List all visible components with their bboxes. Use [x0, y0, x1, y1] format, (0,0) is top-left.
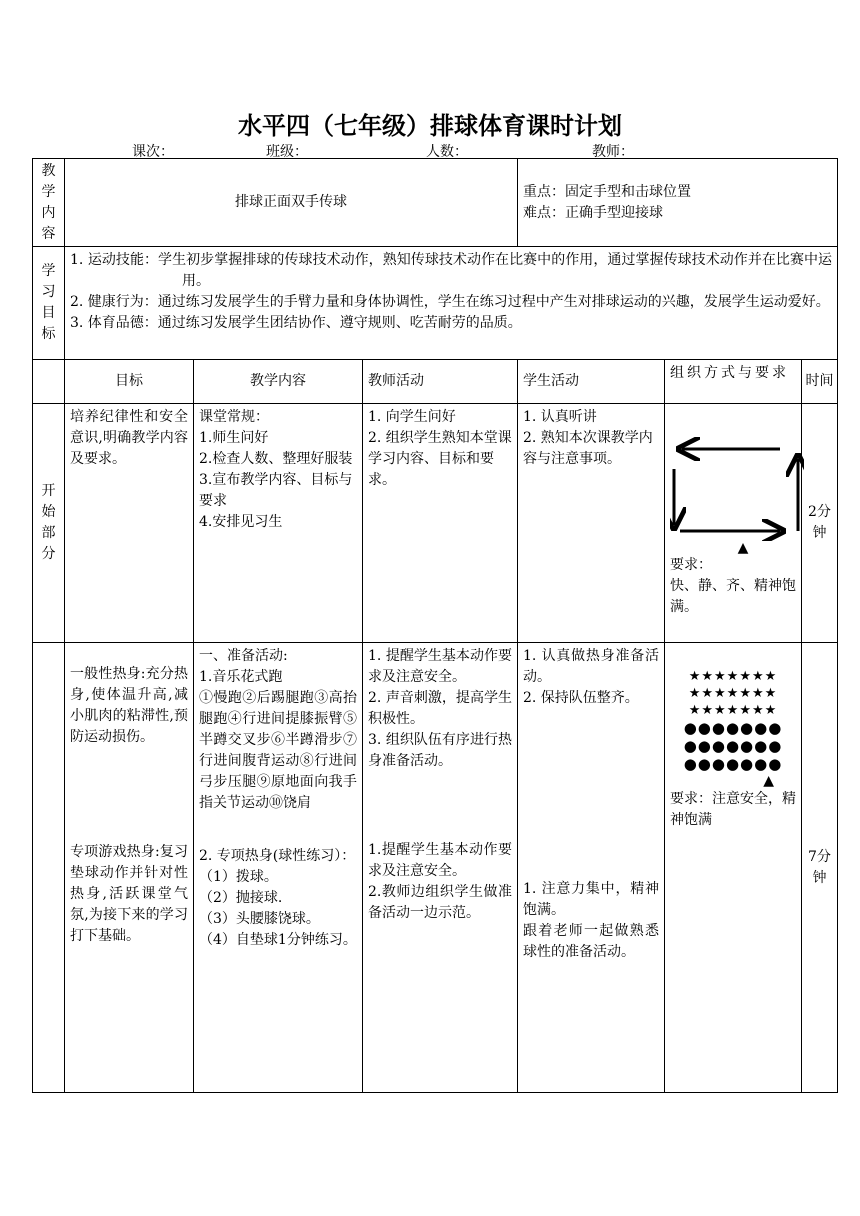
header-target: 目标	[65, 360, 194, 404]
warmup-target-special: 专项游戏热身:复习垫球动作并针对性热身,活跃课堂气氛,为接下来的学习打下基础。	[70, 844, 188, 944]
goal-item: 3. 体育品德：通过练习发展学生团结协作、遵守规则、吃苦耐劳的品质。	[70, 315, 522, 331]
warmup-student-line: 1. 认真做热身准备活动。	[523, 648, 659, 685]
content-points	[518, 159, 838, 247]
warmup-time	[802, 643, 838, 1093]
start-content	[194, 404, 363, 643]
start-teacher-line: 2. 组织学生熟知本堂课学习内容、目标和要求。	[368, 430, 512, 488]
warmup-student-line: 1. 注意力集中，精神饱满。	[523, 881, 659, 918]
warmup-content-line: （4）自垫球1分钟练习。	[199, 932, 357, 948]
teacher-marker-icon: ▲	[737, 540, 749, 556]
warmup-label	[33, 643, 65, 1093]
warmup-teacher-line: 3. 组织队伍有序进行热身准备活动。	[368, 732, 512, 769]
start-label-char: 始	[41, 504, 56, 520]
header-time: 时间	[802, 360, 838, 404]
goals-list	[65, 247, 838, 360]
goal-item: 1. 运动技能：学生初步掌握排球的传球技术动作，熟知传球技术动作在比赛中的作用，通过掌握传球技术动作并在比赛中运用。	[70, 252, 833, 289]
warmup-content-line: 2. 专项热身(球性练习）：	[199, 848, 356, 864]
lesson-plan-table	[32, 158, 838, 1093]
start-target: 培养纪律性和安全意识,明确教学内容及要求。	[65, 404, 194, 643]
start-req-text: 快、静、齐、精神饱满。	[670, 578, 796, 615]
content-label	[33, 159, 65, 247]
warmup-student-line: 跟着老师一起做熟悉球性的准备活动。	[523, 923, 659, 960]
start-label-char: 分	[41, 546, 56, 562]
warmup-teacher-line: 1. 提醒学生基本动作要求及注意安全。	[368, 648, 512, 685]
start-time-char: 2	[808, 504, 817, 520]
warmup-student-line: 2. 保持队伍整齐。	[523, 690, 639, 706]
page-title: 水平四（七年级）排球体育课时计划	[238, 112, 622, 140]
goals-label-char: 学	[41, 263, 56, 279]
meta-teacher: 教师：	[592, 144, 634, 160]
start-teacher-line: 1. 向学生问好	[368, 409, 456, 425]
start-content-line: 1.师生问好	[199, 430, 269, 446]
warmup-row	[33, 643, 838, 1093]
warmup-req-text: 要求：注意安全，精神饱满	[670, 791, 796, 828]
formation-dot-row: ●●●●●●●	[683, 755, 783, 773]
start-time	[802, 404, 838, 643]
formation-star-row: ★★★★★★★	[688, 686, 778, 701]
warmup-teacher-line: 2.教师边组织学生做准备活动一边示范。	[368, 884, 512, 921]
key-point: 重点：固定手型和击球位置	[523, 183, 691, 200]
teacher-marker-icon: ▲	[763, 773, 774, 789]
meta-class: 班级：	[266, 144, 308, 160]
header-blank	[33, 360, 65, 404]
start-content-line: 3.宣布教学内容、目标与要求	[199, 472, 353, 509]
content-row	[33, 159, 838, 247]
warmup-teacher-line: 1.提醒学生基本动作要求及注意安全。	[368, 842, 512, 879]
goals-label	[33, 247, 65, 360]
warmup-target-general: 一般性热身:充分热身,使体温升高,减小肌肉的粘滞性,预防运动损伤。	[70, 666, 188, 745]
running-route-diagram	[670, 413, 804, 541]
warmup-org	[665, 643, 802, 1093]
formation-diagram	[670, 668, 796, 789]
header-row	[33, 360, 838, 404]
content-topic: 排球正面双手传球	[65, 159, 518, 247]
goals-label-char: 标	[41, 326, 56, 342]
header-content: 教学内容	[194, 360, 363, 404]
warmup-content-line: （1）拨球。	[199, 869, 278, 885]
meta-lesson: 课次：	[132, 144, 174, 160]
warmup-target	[65, 643, 194, 1093]
warmup-student	[518, 643, 665, 1093]
warmup-teacher	[363, 643, 518, 1093]
content-label-char: 容	[41, 225, 56, 242]
content-label-char: 教	[41, 162, 56, 179]
header-teacher: 教师活动	[363, 360, 518, 404]
header-org: 组织方式与要求	[665, 360, 802, 404]
warmup-time-char: 钟	[812, 869, 827, 886]
warmup-content-line: 一、准备活动:	[199, 648, 288, 664]
difficulty-point: 难点：正确手型迎接球	[523, 204, 663, 221]
start-org	[665, 404, 802, 643]
header-student: 学生活动	[518, 360, 665, 404]
goals-label-char: 目	[41, 305, 56, 321]
formation-star-row: ★★★★★★★	[688, 703, 778, 718]
start-student	[518, 404, 665, 643]
start-time-char: 分	[816, 504, 831, 520]
goals-label-char: 习	[41, 284, 56, 300]
warmup-content-line: （2）抛接球.	[199, 890, 283, 906]
goal-item: 2. 健康行为：通过练习发展学生的手臂力量和身体协调性，学生在练习过程中产生对排球运动的兴趣，发展学生运动爱好。	[70, 294, 830, 310]
content-label-char: 内	[41, 204, 56, 221]
formation-dot-row: ●●●●●●●	[683, 737, 783, 755]
start-req-label: 要求：	[670, 557, 712, 573]
warmup-content	[194, 643, 363, 1093]
start-time-char: 钟	[812, 525, 827, 541]
start-teacher	[363, 404, 518, 643]
start-content-line: 课堂常规：	[199, 409, 269, 425]
warmup-content-line: ①慢跑②后踢腿跑③高抬腿跑④行进间提膝振臂⑤半蹲交叉步⑥半蹲滑步⑦行进间腹背运动⑧行进间弓步压腿⑨原地面向我手指关节运动⑩饶肩	[199, 690, 357, 811]
start-row	[33, 404, 838, 643]
warmup-time-char: 分	[816, 848, 831, 865]
formation-dot-row: ●●●●●●●	[683, 719, 783, 737]
formation-star-row: ★★★★★★★	[688, 669, 778, 684]
goals-row	[33, 247, 838, 360]
warmup-time-char: 7	[808, 848, 817, 865]
start-label	[33, 404, 65, 643]
warmup-content-line: 1.音乐花式跑	[199, 669, 283, 685]
start-label-char: 开	[41, 483, 56, 499]
start-student-line: 1. 认真听讲	[523, 409, 597, 425]
start-content-line: 2.检查人数、整理好服装	[199, 451, 353, 467]
warmup-teacher-line: 2. 声音刺激，提高学生积极性。	[368, 690, 512, 727]
meta-count: 人数：	[426, 144, 468, 160]
content-label-char: 学	[41, 183, 56, 200]
warmup-content-line: （3）头腰膝饶球。	[199, 911, 320, 927]
start-label-char: 部	[41, 525, 56, 541]
start-student-line: 2. 熟知本次课教学内容与注意事项。	[523, 430, 653, 467]
start-content-line: 4.安排见习生	[199, 514, 283, 530]
